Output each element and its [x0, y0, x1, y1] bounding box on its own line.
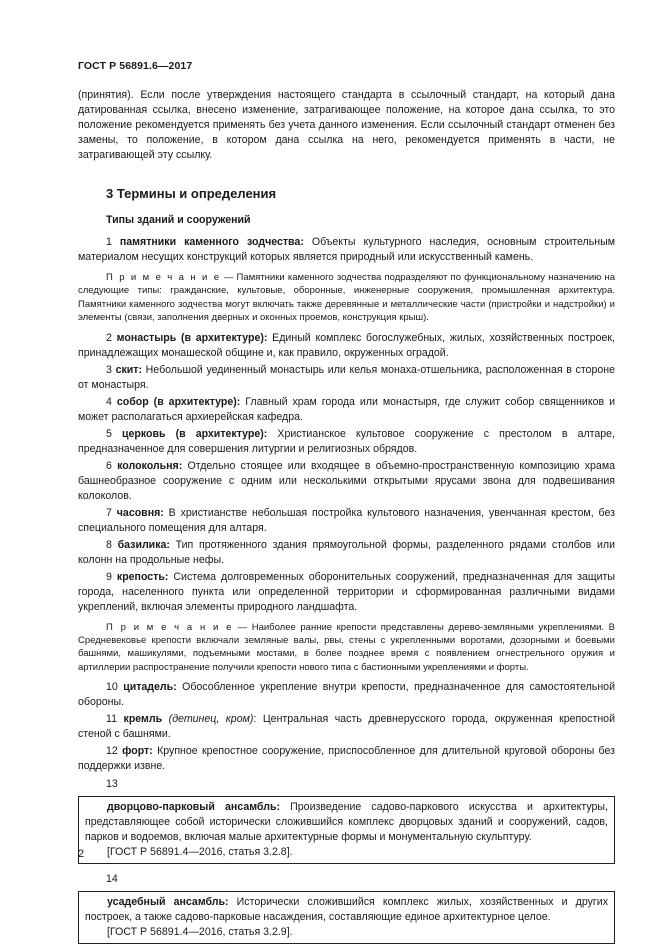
boxed-term-number-14: 14: [106, 873, 118, 886]
term-name: кремль: [123, 713, 163, 726]
term-definition: Единый комплекс богослужебных, жилых, хозяйственных построек, принадлежащих монашеской общине и, как правило, окруженных оградой.: [78, 331, 615, 359]
term-name: монастырь (в архитектуре):: [116, 331, 268, 344]
term-number: 1: [106, 236, 112, 248]
term-number: 12: [106, 745, 118, 758]
term-name: дворцово-парковый ансамбль:: [107, 801, 280, 814]
term-number: 11: [106, 713, 117, 726]
note-label: П р и м е ч а н и е: [106, 621, 234, 633]
term-entry-4: [78, 395, 615, 425]
boxed-term-14: [78, 891, 615, 944]
term-name: форт:: [122, 745, 153, 758]
term-number: 9: [106, 570, 112, 583]
term-entry-3: [78, 363, 615, 393]
intro-paragraph: (принятия). Если после утверждения настоящего стандарта в ссылочный стандарт, на который дана датированная ссылка, внесено изменение, затрагивающее положение, на которое дана ссылка, то это положение рекомендуется применять без учета данного изменения. Если ссылочный стандарт отменен без замены, то положение, в котором дана ссылка на него, рекомендуется применять в части, не затрагивающей эту ссылку.: [78, 89, 615, 161]
term-definition: Отдельно стоящее или входящее в объемно-пространственную композицию храма башнеобразное сооружение с одним или несколькими открытыми ярусами звона для подвешивания колоколов.: [78, 459, 616, 502]
term-number: 8: [106, 538, 112, 551]
term-name: церковь (в архитектуре):: [121, 427, 268, 440]
term-definition: Произведение садово-паркового искусства и архитектуры, представляющее собой исторически сложившийся комплекс дворцовых зданий и сооружений, садов, парков и водоемов, включая малые архитектурные формы и монументальную скульптуру.: [85, 801, 608, 844]
term-definition: Исторически сложившийся комплекс жилых, хозяйственных и других построек, а также садово-парковые насаждения, составляющие единое архитектурное целое.: [85, 896, 608, 924]
term-number: 6: [106, 459, 112, 472]
term-definition: Обособленное укрепление внутри крепости, предназначенное для самостоятельной обороны.: [78, 681, 615, 709]
term-definition: В христианстве небольшая постройка культового назначения, увенчанная крестом, без специального помещения для алтаря.: [78, 506, 615, 534]
section-title: 3 Термины и определения: [106, 186, 277, 201]
term-entry-2: [78, 331, 615, 361]
term-definition: Объекты культурного наследия, основным строительным материалом несущих конструкций которых является природный или искусственный камень.: [78, 236, 615, 263]
boxed-term-body: [85, 800, 608, 845]
note-text: — Наиболее ранние крепости представлены дерево-земляными укреплениями. В Средневековье крепости включали земляные валы, рвы, стены с укрепленными воротами, дозорными и боевыми башнями, машикулями, подъемными мостами, в более позднее время с появлением огнестрельного оружия и артиллерии распространение получили крепости нового типа с бастионными укреплениями и форты.: [78, 621, 615, 673]
boxed-term-body: [85, 895, 608, 925]
term-name: скит:: [115, 363, 142, 376]
term-entry-11: [78, 712, 615, 742]
term-name: усадебный ансамбль:: [107, 896, 229, 909]
term-definition: Главный храм города или монастыря, где служит собор священников и может располагаться архиерейская кафедра.: [78, 395, 615, 423]
term-name: собор (в архитектуре):: [116, 395, 241, 408]
term-number: 3: [106, 363, 112, 376]
term-number: 4: [106, 395, 112, 408]
document-header: ГОСТ Р 56891.6—2017: [78, 60, 193, 72]
term-definition: Тип протяженного здания прямоугольной формы, разделенного рядами столбов или колонн на продольные нефы.: [78, 538, 615, 566]
term-name: колокольня:: [117, 459, 183, 472]
term-entry-12: [78, 744, 615, 774]
term-source: [ГОСТ Р 56891.4—2016, статья 3.2.8].: [107, 846, 293, 859]
document-body: [78, 88, 615, 944]
page-number: 2: [78, 848, 85, 860]
term-name: памятники каменного зодчества:: [119, 236, 304, 248]
term-synonyms: (детинец, кром): [162, 713, 254, 726]
term-definition: : Центральная часть древнерусского города, окруженная крепостной стеной с башнями.: [78, 713, 615, 741]
term-source: [ГОСТ Р 56891.4—2016, статья 3.2.9].: [107, 926, 293, 939]
subsection-title: Типы зданий и сооружений: [106, 214, 251, 226]
note-2: [78, 621, 615, 675]
term-name: часовня:: [116, 506, 164, 519]
term-definition: Система долговременных оборонительных сооружений, предназначенная для защиты города, населенного пункта или определенной территории и сформированная различными видами укреплений, включая элементы природного ландшафта.: [78, 570, 615, 613]
term-name: крепость:: [116, 570, 169, 583]
term-entry-8: [78, 538, 615, 568]
term-entry-7: [78, 506, 615, 536]
term-definition: Крупное крепостное сооружение, приспособленное для длительной круговой обороны без поддержки извне.: [78, 745, 615, 773]
term-entry-1: [78, 235, 615, 265]
boxed-term-number-13: 13: [106, 778, 118, 791]
term-number: 7: [106, 506, 112, 519]
note-1: [78, 271, 615, 325]
term-entry-5: [78, 427, 615, 457]
term-definition: Христианское культовое сооружение с престолом в алтаре, предназначенное для совершения литургии и религиозных обрядов.: [78, 427, 615, 455]
boxed-term-13: [78, 796, 615, 864]
term-number: 5: [106, 427, 112, 440]
note-label: П р и м е ч а н и е: [106, 272, 221, 283]
term-definition: Небольшой уединенный монастырь или келья монаха-отшельника, расположенная в стороне от монастыря.: [78, 363, 615, 391]
term-entry-9: [78, 570, 615, 615]
term-name: цитадель:: [123, 681, 177, 694]
term-name: базилика:: [117, 538, 170, 551]
term-entry-6: [78, 459, 615, 504]
term-number: 2: [106, 331, 112, 344]
term-number: 10: [106, 681, 118, 694]
note-text: — Памятники каменного зодчества подразделяют по функциональному назначению на следующие типы: гражданские, культовые, оборонные, инженерные сооружения, промышленная архитектура. Памятники каменного зодчества могут включать также деревянные и металлические части (пристройки и надстройки) и элементы (связи, заполнения дверных и оконных проемов, конструкция крыш).: [78, 272, 615, 324]
term-entry-10: [78, 680, 615, 710]
